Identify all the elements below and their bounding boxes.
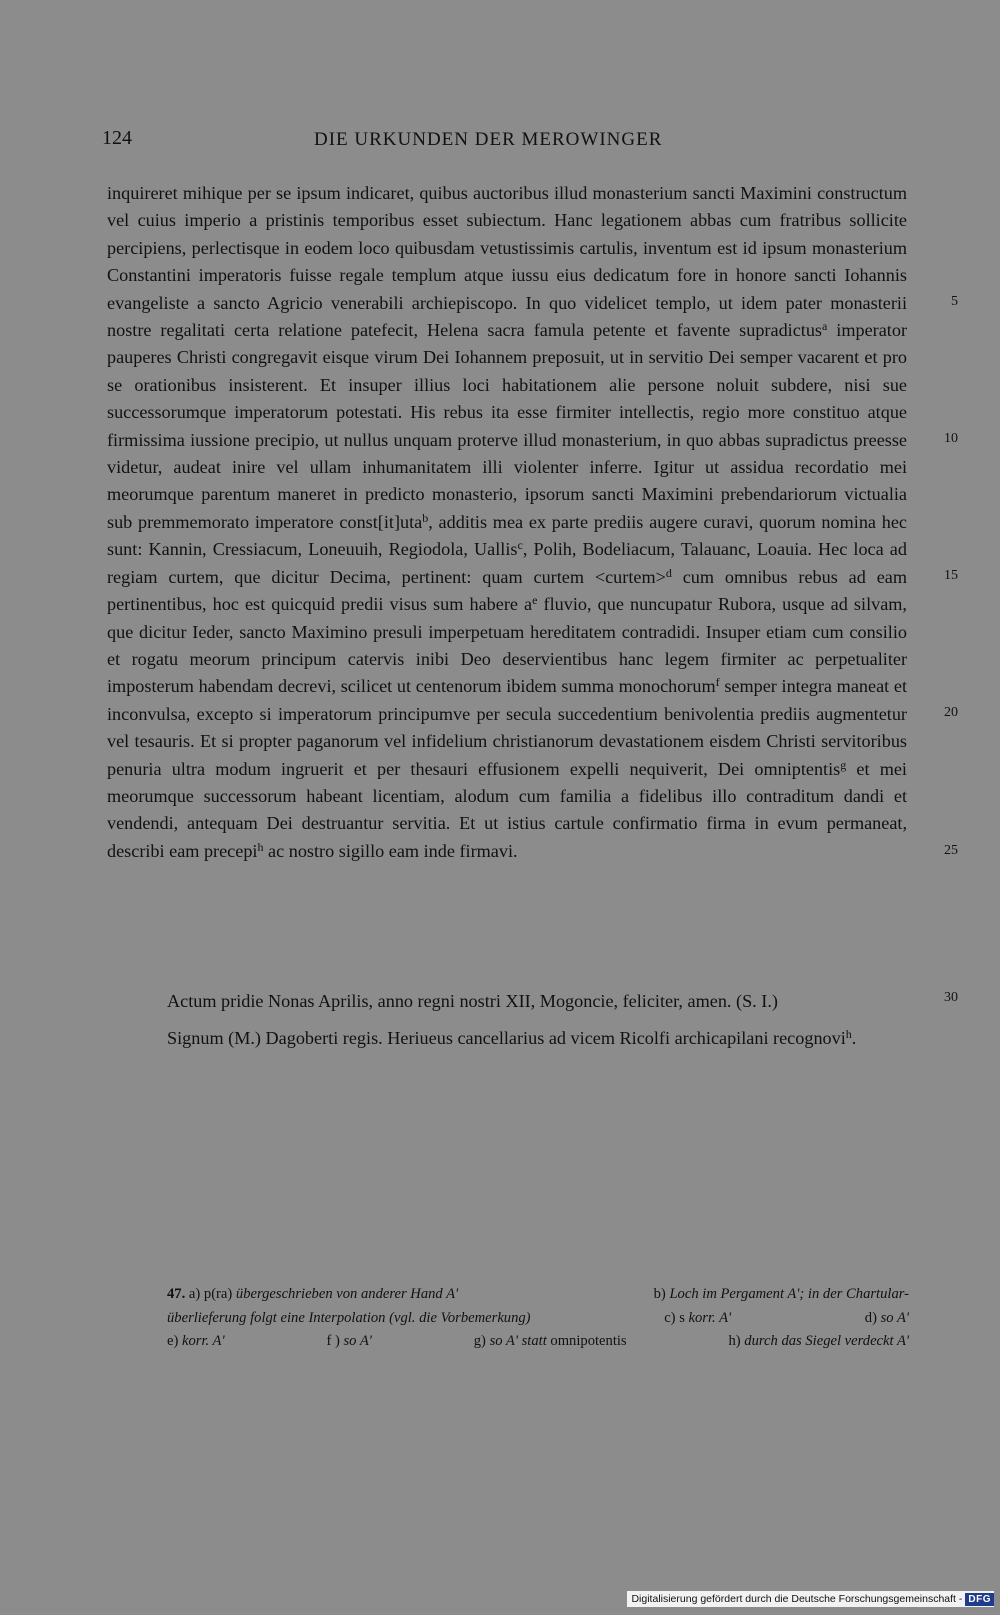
footnote-ref: c <box>517 538 523 553</box>
footnote-text: so A' statt <box>489 1333 547 1349</box>
line-number: 5 <box>951 294 958 309</box>
footnote-label: c) s <box>664 1309 689 1326</box>
running-head: DIE URKUNDEN DER MEROWINGER <box>314 129 663 150</box>
signum-clause <box>107 1025 907 1052</box>
footnote-apparatus <box>167 1283 909 1354</box>
footnote-text: so A' <box>343 1333 372 1349</box>
footnote-text: überlieferung folgt eine Interpolation (vgl. die Vorbemerkung) <box>167 1309 531 1326</box>
footnote-label: d) <box>864 1309 881 1326</box>
text-segment: semper integra maneat et inconvulsa, excepto si imperatorum principumve per secula succedentium benivolentia prediis augmentetur vel tesauris. Et si propter paganorum vel infidelium christianorum devastationem eisdem Christi servitoribus penuria ultra modum ingruerit et per thesauri effusionem expelli nequiverit, Dei omniptentis <box>107 676 907 779</box>
footnote-text: korr. A' <box>182 1333 225 1349</box>
footnote-text: korr. A' <box>688 1309 732 1326</box>
text-segment: imperator pauperes Christi congregavit eisque virum Dei Iohannem preposuit, ut in servitio Dei semper vacarent et pro se orationibus insisterent. Et insuper illius loci habitationem alie persone noluit subdere, nisi sue successorumque imperatorum potestati. His rebus ita esse firmiter intellectis, regio more constituo atque firmissima iussione precipio, ut nullus unquam proterve illud monasterium, in quo abbas supradictus preesse videtur, audeat inire vel ullam inhumanitatem illi violenter inferre. Igitur ut assidua recordatio mei meorumque parentum maneret in predicto monasterio, ipsorum sancti Maximini prebendariorum victualia sub premmemorato imperatore const[it]uta <box>107 320 907 532</box>
page-number: 124 <box>102 127 132 149</box>
text-segment: . <box>851 1028 857 1048</box>
charter-text <box>107 180 907 865</box>
footnote-line <box>167 1283 909 1307</box>
footnote-label: a) p(ra) <box>188 1286 236 1302</box>
footnote-a <box>167 1283 458 1307</box>
funding-footer <box>627 1591 994 1607</box>
dfg-logo: DFG <box>965 1593 994 1606</box>
footnote-ref: h <box>845 1027 852 1041</box>
footnote-e <box>167 1330 225 1354</box>
footnote-text: so A' <box>880 1309 909 1326</box>
footnote-ref: f <box>715 675 720 690</box>
footnote-ref: b <box>422 510 429 525</box>
footnote-text: Loch im Pergament A'; in der Chartular- <box>669 1286 909 1302</box>
line-number: 15 <box>944 568 958 583</box>
funding-note: Digitalisierung gefördert durch die Deutsche Forschungsgemeinschaft - <box>631 1593 963 1605</box>
dating-clause: Actum pridie Nonas Aprilis, anno regni nostri XII, Mogoncie, feliciter, amen. (S. I.) <box>167 991 778 1011</box>
footnote-b <box>654 1283 909 1307</box>
footnote-line <box>167 1330 909 1354</box>
text-segment: inquireret mihique per se ipsum indicaret, quibus auctoribus illud monasterium sancti Maximini constructum vel cuius imperio a pristinis temporibus esset subiectum. Hanc legationem abbas cum fratribus sollicite percipiens, perlectisque in eodem loco quibusdam vetustissimis cartulis, inventum est id ipsum monasterium Constantini imperatoris fuisse regale templum atque iussu eius dedicatum fore in honore sancti Iohannis evangeliste a sancto Agricio venerabili archiepiscopo. In quo videlicet templo, ut idem pater monasterii nostre regalitati certa relatione patefecit, Helena sacra famula petente et favente supradictus <box>107 183 907 341</box>
footnote-label: e) <box>167 1333 182 1349</box>
footnote-label: h) <box>728 1333 745 1349</box>
footnote-ref: g <box>840 757 847 772</box>
footnote-h <box>728 1330 909 1354</box>
footnote-label: g) <box>473 1333 490 1349</box>
footnote-ref: a <box>822 319 828 334</box>
footnote-ref: e <box>532 593 538 608</box>
text-segment: cum omnibus rebus ad eam pertinentibus, hoc est quicquid predii visus sum habere a <box>107 566 907 615</box>
line-number: 25 <box>944 843 958 858</box>
footnote-ref: h <box>257 839 264 854</box>
document-number: 47. <box>167 1286 186 1302</box>
line-number: 30 <box>944 990 958 1005</box>
footnote-text: durch das Siegel verdeckt A' <box>744 1333 909 1349</box>
footnote-d <box>865 1307 909 1331</box>
text-segment: Signum (M.) Dagoberti regis. Heriueus cancellarius ad vicem Ricolfi archicapilani recognovi <box>167 1028 846 1048</box>
footnote-f <box>326 1330 371 1354</box>
footnote-label: f ) <box>326 1333 344 1349</box>
footnote-text: omnipotentis <box>546 1333 627 1349</box>
line-number: 10 <box>944 431 958 446</box>
footnote-label: b) <box>653 1286 670 1302</box>
text-segment: ac nostro sigillo eam inde firmavi. <box>263 840 518 861</box>
footnote-g <box>474 1330 627 1354</box>
text-segment: , additis mea ex parte prediis augere curavi, quorum nomina hec sunt: Kannin, Cressiacum, Loneuuih, Regiodola, Uallis <box>107 511 907 560</box>
text-segment: fluvio, que nuncupatur Rubora, usque ad silvam, que dicitur Ieder, sancto Maximino presuli imperpetuam hereditatem contradidi. Insuper etiam cum consilio et rogatu meorum principum catervis inibi Deo deservientibus hanc legem firmiter ac perpetualiter imposterum habendam decrevi, scilicet ut centenorum ibidem summa monochorum <box>107 594 907 697</box>
text-segment: et mei meorumque successorum habeant licentiam, alodum cum familia a fidelibus illo contraditum dandi et vendendi, antequam Dei destruantur servitia. Et ut istius cartule confirmatio firma in evum permaneat, describi eam precepi <box>107 758 907 861</box>
footnote-text: übergeschrieben von anderer Hand A' <box>235 1286 459 1302</box>
line-number: 20 <box>944 705 958 720</box>
footnote-line <box>167 1307 909 1331</box>
footnote-c <box>664 1307 731 1331</box>
footnote-ref: d <box>665 565 672 580</box>
text-segment: , Polih, Bodeliacum, Talauanc, Loauia. Hec loca ad regiam curtem, que dicitur Decima, pertinent: quam curtem <curtem> <box>107 539 907 587</box>
